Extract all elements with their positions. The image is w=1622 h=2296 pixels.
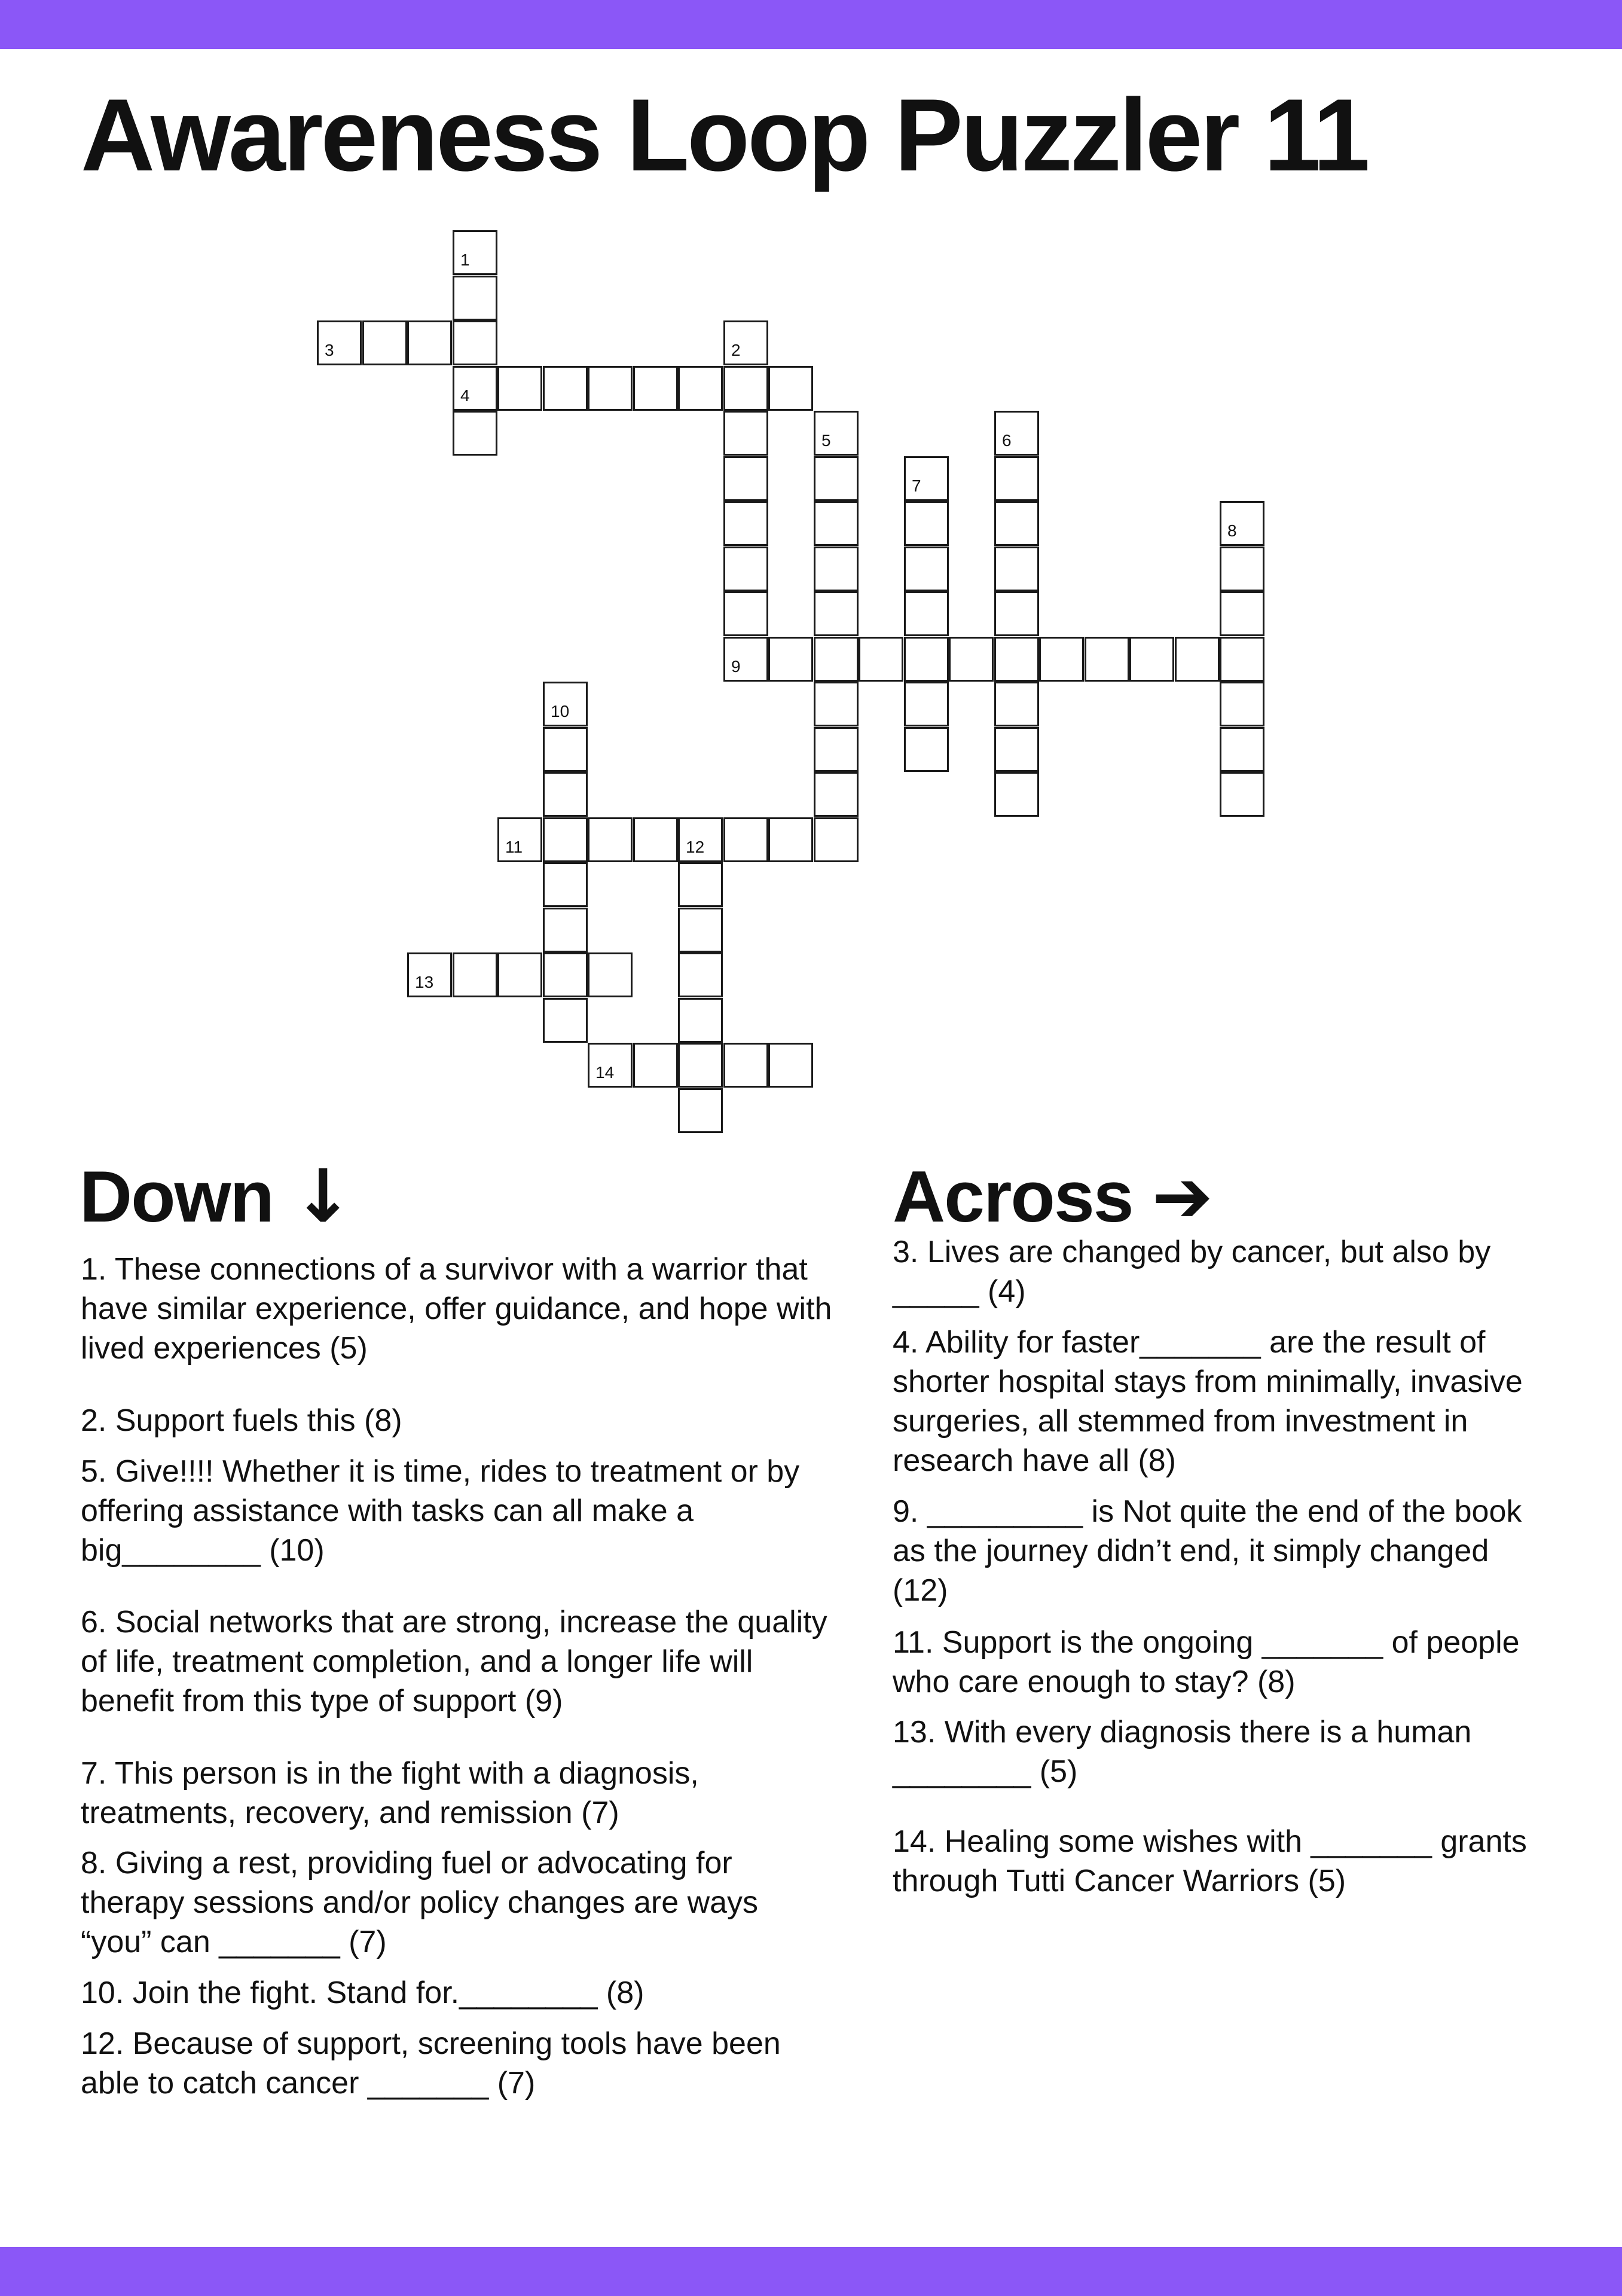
clue-number: 3 <box>325 341 334 359</box>
crossword-cell[interactable] <box>678 862 723 907</box>
crossword-cell[interactable] <box>814 772 859 817</box>
crossword-cell[interactable] <box>994 546 1039 591</box>
crossword-cell[interactable] <box>904 456 949 501</box>
crossword-cell[interactable] <box>1039 637 1084 682</box>
crossword-cell[interactable] <box>904 682 949 726</box>
crossword-cell[interactable] <box>633 817 678 862</box>
crossword-cell[interactable] <box>1220 772 1264 817</box>
crossword-cell[interactable] <box>497 952 542 997</box>
crossword-cell[interactable] <box>1220 727 1264 772</box>
crossword-cell[interactable] <box>543 727 588 772</box>
crossword-cell[interactable] <box>588 952 633 997</box>
crossword-cell[interactable] <box>678 366 723 411</box>
crossword-cell[interactable] <box>723 817 768 862</box>
crossword-cell[interactable] <box>453 411 497 456</box>
crossword-cell[interactable] <box>407 320 452 365</box>
crossword-cell[interactable] <box>814 501 859 546</box>
crossword-cell[interactable] <box>1085 637 1129 682</box>
crossword-cell[interactable] <box>1220 546 1264 591</box>
crossword-cell[interactable] <box>994 772 1039 817</box>
down-clue: 6. Social networks that are strong, increase the quality of life, treatment completion, and a longer life will benefit from this type of support (9) <box>81 1605 827 1718</box>
clue-number: 13 <box>415 973 434 991</box>
crossword-cell[interactable] <box>1129 637 1174 682</box>
crossword-cell[interactable] <box>543 817 588 862</box>
crossword-cell[interactable] <box>1220 501 1264 546</box>
clue-number: 10 <box>551 702 570 720</box>
bottom-accent-band <box>0 2247 1622 2296</box>
clue-number: 6 <box>1002 431 1012 450</box>
crossword-cell[interactable] <box>814 456 859 501</box>
arrow-right-icon: ➔ <box>1151 1154 1212 1239</box>
crossword-cell[interactable] <box>904 501 949 546</box>
crossword-cell[interactable] <box>904 727 949 772</box>
crossword-cell[interactable] <box>994 411 1039 456</box>
crossword-cell[interactable] <box>678 1088 723 1133</box>
crossword-cell[interactable] <box>768 366 813 411</box>
crossword-cell[interactable] <box>453 320 497 365</box>
across-clue: 11. Support is the ongoing _______ of people who care enough to stay? (8) <box>893 1625 1520 1699</box>
crossword-cell[interactable] <box>814 546 859 591</box>
crossword-cell[interactable] <box>723 546 768 591</box>
crossword-cell[interactable] <box>994 456 1039 501</box>
crossword-cell[interactable] <box>453 276 497 320</box>
crossword-cell[interactable] <box>633 1043 678 1088</box>
crossword-cell[interactable] <box>904 546 949 591</box>
crossword-cell[interactable] <box>543 366 588 411</box>
across-heading <box>893 1154 1212 1239</box>
down-clue: 8. Giving a rest, providing fuel or advocating for therapy sessions and/or policy changes are ways “you” can _______ (7) <box>81 1846 759 1959</box>
down-clue: 7. This person is in the fight with a diagnosis, treatments, recovery, and remission (7) <box>81 1756 699 1830</box>
crossword-cell[interactable] <box>994 727 1039 772</box>
down-heading-label: Down <box>80 1156 274 1237</box>
down-clue: 10. Join the fight. Stand for.________ (8) <box>81 1976 644 2010</box>
down-clue: 12. Because of support, screening tools have been able to catch cancer _______ (7) <box>81 2026 781 2100</box>
clue-number: 9 <box>731 657 741 676</box>
clue-number: 12 <box>686 838 705 856</box>
crossword-cell[interactable] <box>994 591 1039 636</box>
down-clue: 1. These connections of a survivor with a warrior that have similar experience, offer guidance, and hope with lived experiences (5) <box>81 1252 832 1366</box>
across-clue: 4. Ability for faster_______ are the result of shorter hospital stays from minimally, invasive surgeries, all stemmed from investment in research have all (8) <box>893 1325 1523 1478</box>
crossword-cell[interactable] <box>814 682 859 726</box>
crossword-cell[interactable] <box>543 952 588 997</box>
crossword-cell[interactable] <box>723 366 768 411</box>
down-clue: 5. Give!!!! Whether it is time, rides to treatment or by offering assistance with tasks can all make a big________ (10) <box>81 1454 800 1568</box>
clue-number: 8 <box>1227 521 1237 540</box>
arrow-down-icon: ↓ <box>292 1154 353 1239</box>
across-clue: 3. Lives are changed by cancer, but also by _____ (4) <box>893 1235 1491 1309</box>
crossword-cell[interactable] <box>453 952 497 997</box>
crossword-cell[interactable] <box>678 998 723 1043</box>
crossword-cell[interactable] <box>1220 682 1264 726</box>
clue-number: 4 <box>460 386 470 405</box>
crossword-cell[interactable] <box>904 637 949 682</box>
crossword-cell[interactable] <box>1220 637 1264 682</box>
crossword-cell[interactable] <box>1220 591 1264 636</box>
clue-number: 5 <box>821 431 831 450</box>
crossword-cell[interactable] <box>723 591 768 636</box>
crossword-cell[interactable] <box>588 366 633 411</box>
crossword-cell[interactable] <box>768 637 813 682</box>
crossword-cell[interactable] <box>814 817 859 862</box>
crossword-cell[interactable] <box>543 998 588 1043</box>
crossword-cell[interactable] <box>723 501 768 546</box>
down-clue: 2. Support fuels this (8) <box>81 1403 402 1438</box>
down-heading <box>80 1154 353 1239</box>
clue-number: 7 <box>912 477 921 495</box>
crossword-cell[interactable] <box>497 366 542 411</box>
crossword-cell[interactable] <box>543 908 588 952</box>
crossword-cell[interactable] <box>317 320 362 365</box>
crossword-cell[interactable] <box>723 456 768 501</box>
crossword-cell[interactable] <box>678 952 723 997</box>
crossword-cell[interactable] <box>633 366 678 411</box>
crossword-cell[interactable] <box>362 320 407 365</box>
crossword-cell[interactable] <box>814 591 859 636</box>
across-clue: 13. With every diagnosis there is a human ________ (5) <box>893 1715 1472 1789</box>
crossword-cell[interactable] <box>453 366 497 411</box>
clue-number: 14 <box>595 1063 615 1082</box>
clue-number: 2 <box>731 341 741 359</box>
crossword-cell[interactable] <box>904 591 949 636</box>
crossword-cell[interactable] <box>723 637 768 682</box>
crossword-cell[interactable] <box>768 817 813 862</box>
crossword-cell[interactable] <box>588 817 633 862</box>
crossword-cell[interactable] <box>543 772 588 817</box>
crossword-cell[interactable] <box>453 230 497 275</box>
crossword-cell[interactable] <box>678 1043 723 1088</box>
crossword-cell[interactable] <box>994 637 1039 682</box>
across-clue: 9. _________ is Not quite the end of the book as the journey didn’t end, it simply changed (12) <box>893 1494 1522 1608</box>
crossword-cell[interactable] <box>994 682 1039 726</box>
crossword-cell[interactable] <box>814 411 859 456</box>
crossword-cell[interactable] <box>814 727 859 772</box>
crossword-cell[interactable] <box>1175 637 1220 682</box>
crossword-cell[interactable] <box>859 637 903 682</box>
crossword-cell[interactable] <box>768 1043 813 1088</box>
across-heading-label: Across <box>893 1156 1133 1237</box>
clue-number: 11 <box>505 838 523 856</box>
crossword-cell[interactable] <box>949 637 994 682</box>
crossword-cell[interactable] <box>678 908 723 952</box>
page-title: Awareness Loop Puzzler 11 <box>81 78 1368 193</box>
crossword-cell[interactable] <box>994 501 1039 546</box>
crossword-cell[interactable] <box>723 320 768 365</box>
across-clue: 14. Healing some wishes with _______ grants through Tutti Cancer Warriors (5) <box>893 1824 1527 1898</box>
crossword-cell[interactable] <box>814 637 859 682</box>
crossword-cell[interactable] <box>543 862 588 907</box>
crossword-cell[interactable] <box>723 411 768 456</box>
clue-number: 1 <box>460 251 470 269</box>
crossword-cell[interactable] <box>723 1043 768 1088</box>
